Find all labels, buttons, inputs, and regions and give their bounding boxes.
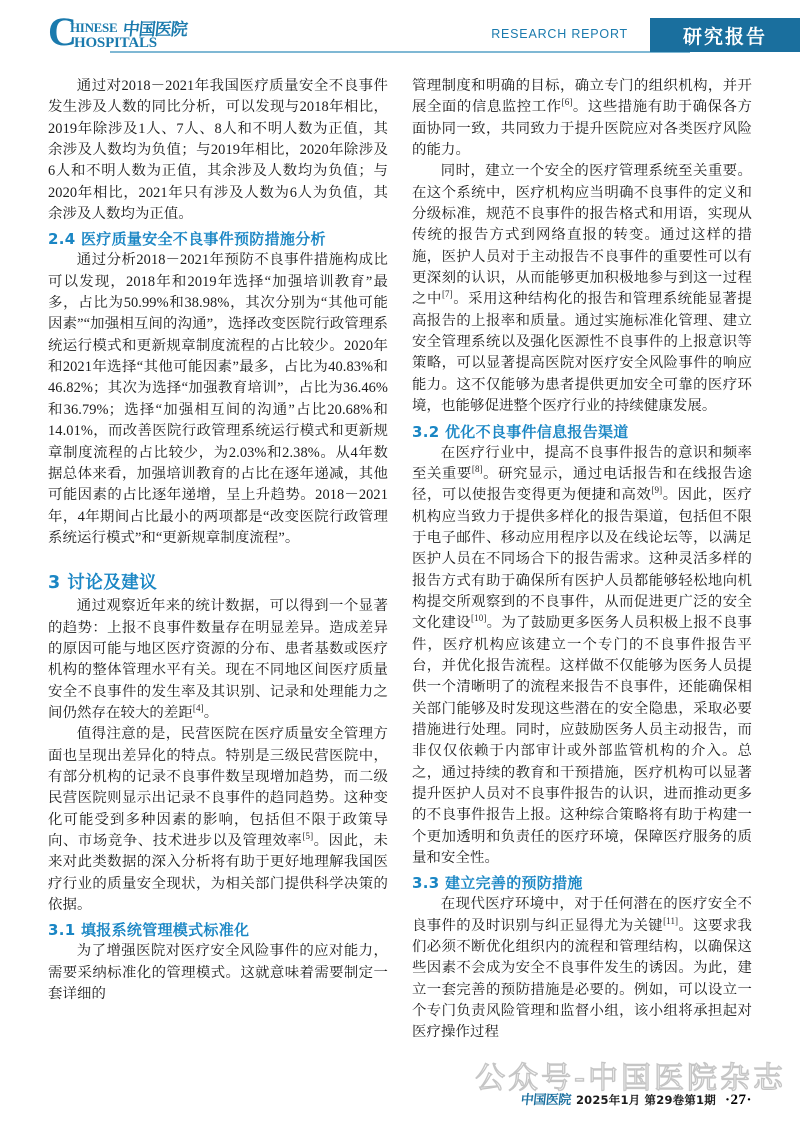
body-paragraph <box>412 443 752 870</box>
logo-hospitals-word: HOSPITALS <box>74 35 157 51</box>
journal-logo <box>48 9 198 54</box>
paragraph-text: 在现代医疗环境中，对于任何潜在的医疗安全不良事件的及时识别与纠正显得尤为关键 <box>412 896 752 934</box>
body-paragraph: 通过分析2018－2021年预防不良事件措施构成比可以发现，2018年和2019年选择“加强培训教育”最多，占比为50.99%和38.98%，其次分别为“其他可能因素”“加强相互间的沟通”，选择改变医院行政管理系统运行模式和更新规章制度流程的占比较少。2020年和2021年选择“其他可能因素”最多，占比为40.83%和46.82%；其次为选择“加强教育培训”，占比为36.46%和36.79%；选择“加强相互间的沟通”占比20.68%和14.01%，而改善医院行政管理系统运行模式和更新规章制度流程的占比较少，为2.03%和2.38%。从4年数据总体来看，加强培训教育的占比在逐年递减，其他可能因素的占比逐年递增，呈上升趋势。2018－2021年，4年期间占比最小的两项都是“改变医院行政管理系统运行模式”和“更新规章制度流程”。 <box>48 252 388 546</box>
logo-chinese-word: HINESE <box>70 20 118 35</box>
paragraph-text: 。采用这种结构化的报告和管理系统能显著提高报告的上报率和质量。通过实施标准化管理、建立安全管理系统以及强化医源性不良事件的上报意识等策略，可以显著提高医院对医疗安全风险事件的响应能力。这不仅能够为患者提供更加安全可靠的医疗环境，也能够促进整个医疗行业的持续健康发展。 <box>412 291 752 415</box>
left-column <box>48 76 388 1061</box>
page-footer <box>0 1061 800 1109</box>
paragraph-text: 。因此，医疗机构应当致力于提供多样化的报告渠道，包括但不限于电子邮件、移动应用程序以及在线论坛等，以满足医护人员在不同场合下的报告需求。这种灵活多样的报告方式有助于确保所有医护人员都能够轻松地向机构提交所观察到的不良事件，从而促进更广泛的安全文化建设 <box>412 487 752 632</box>
body-paragraph: 通过对2018－2021年我国医疗质量安全不良事件发生涉及人数的同比分析，可以发现与2018年相比，2019年除涉及1人、7人、8人和不明人数为正值，其余涉及人数均为负值；与2019年相比，2020年除涉及6人和不明人数为正值，其余涉及人数均为负值；与2020年相比，2021年只有涉及人数为6人为负值，其余涉及人数均为正值。 <box>48 78 388 223</box>
subsection-heading: 3.1 填报系统管理模式标准化 <box>48 921 250 940</box>
section-label-english: RESEARCH REPORT <box>491 27 628 41</box>
reference-marker[interactable]: [7] <box>441 289 453 300</box>
paragraph-text: 管理制度和明确的目标，确立专门的组织机构，并开展全面的信息监控工作 <box>412 78 752 116</box>
body-paragraph <box>412 161 752 417</box>
subsection-heading: 2.4 医疗质量安全不良事件预防措施分析 <box>48 230 326 249</box>
body-paragraph <box>412 894 752 1043</box>
paragraph-text: 在医疗行业中，提高不良事件报告的意识和频率至关重要 <box>412 444 752 482</box>
body-paragraph <box>412 76 752 161</box>
reference-marker[interactable]: [11] <box>663 915 679 926</box>
footer-citation <box>521 1089 752 1109</box>
subsection-heading: 3.2 优化不良事件信息报告渠道 <box>412 422 629 441</box>
reference-marker[interactable]: [4] <box>192 703 204 714</box>
section-label-chinese: 研究报告 <box>650 18 800 52</box>
page-number: ·27· <box>724 1092 752 1108</box>
paragraph-text: 同时，建立一个安全的医疗管理系统至关重要。在这个系统中，医疗机构应当明确不良事件的定义和分级标准，规范不良事件的报告格式和用语，实现从传统的报告方式到网络直报的转变。通过这样的措施，医护人员对于主动报告不良事件的重要性可以有更深刻的认识，从而能够更加积极地参与到这一过程之中 <box>412 163 752 308</box>
subsection-heading: 3.3 建立完善的预防措施 <box>412 874 583 893</box>
watermark-text: 公众号-中国医院杂志 <box>475 1061 786 1096</box>
reference-marker[interactable]: [9] <box>651 485 663 496</box>
reference-marker[interactable]: [8] <box>471 464 483 475</box>
logo-chinese-name: 中国医院 <box>121 20 188 40</box>
paragraph-text: 值得注意的是，民营医院在医疗质量安全管理方面也呈现出差异化的特点。特别是三级民营医院中，有部分机构的记录不良事件数呈现增加趋势，而二级民营医院则显示出记录不良事件的趋同趋势。这种变化可能受到多种因素的影响，包括但不限于政策导向、市场竞争、技术进步以及管理效率 <box>48 726 388 849</box>
paragraph-text: 。为了鼓励更多医务人员积极上报不良事件，医疗机构应该建立一个专门的不良事件报告平台，并优化报告流程。这样做不仅能够为医务人员提供一个清晰明了的流程来报告不良事件，还能确保相关部门能够及时发现这些潜在的安全隐患，采取必要措施进行处理。同时，应鼓励医务人员主动报告，而非仅仅依赖于内部审计或外部监管机构的介入。总之，通过持续的教育和干预措施，医疗机构可以显著提升医护人员对不良事件报告的认识，进而推动更多的不良事件报告上报。这种综合策略将有助于构建一个更加透明和负责任的医疗环境，保障医疗服务的质量和安全性。 <box>412 615 752 867</box>
body-paragraph <box>48 596 388 724</box>
body-paragraph: 为了增强医院对医疗安全风险事件的应对能力，需要采纳标准化的管理模式。这就意味着需要制定一套详细的 <box>48 943 388 1003</box>
paragraph-text: 。 <box>203 704 219 721</box>
footer-issue-info: 2025年1月 第29卷第1期 <box>575 1093 716 1107</box>
right-column <box>412 76 752 1061</box>
footer-journal-name: 中国医院 <box>519 1093 572 1108</box>
section-heading: 3 讨论及建议 <box>48 573 158 594</box>
reference-marker[interactable]: [6] <box>561 97 573 108</box>
paragraph-text: 。这要求我们必须不断优化组织内的流程和管理结构，以确保这些因素不会成为安全不良事件发生的诱因。为此，建立一套完善的预防措施是必要的。例如，可以设立一个专门负责风险管理和监督小组，该小组将承担起对医疗操作过程 <box>412 917 752 1041</box>
logo-initial-letter: C <box>48 9 77 54</box>
reference-marker[interactable]: [5] <box>302 831 314 842</box>
reference-marker[interactable]: [10] <box>471 613 487 624</box>
body-paragraph <box>48 724 388 916</box>
paragraph-text: 。研究显示，通过电话报告和在线报告途径，可以使报告变得更为便捷和高效 <box>412 465 752 504</box>
paragraph-text: 。因此，未来对此类数据的深入分析将有助于更好地理解我国医疗行业的质量安全现状，为相关部门提供科学决策的依据。 <box>48 833 388 914</box>
paragraph-text: 通过观察近年来的统计数据，可以得到一个显著的趋势：上报不良事件数量存在明显差异。造成差异的原因可能与地区医疗资源的分布、患者基数或医疗机构的整体管理水平有关。现在不同地区间医疗质量安全不良事件的发生率及其识别、记录和处理能力之间仍然存在较大的差距 <box>48 598 388 721</box>
page-header <box>0 0 800 64</box>
paragraph-text: 。这些措施有助于确保各方面协同一致，共同致力于提升医院应对各类医疗风险的能力。 <box>412 99 752 159</box>
header-divider-rule <box>110 51 690 53</box>
article-body <box>48 76 752 1061</box>
